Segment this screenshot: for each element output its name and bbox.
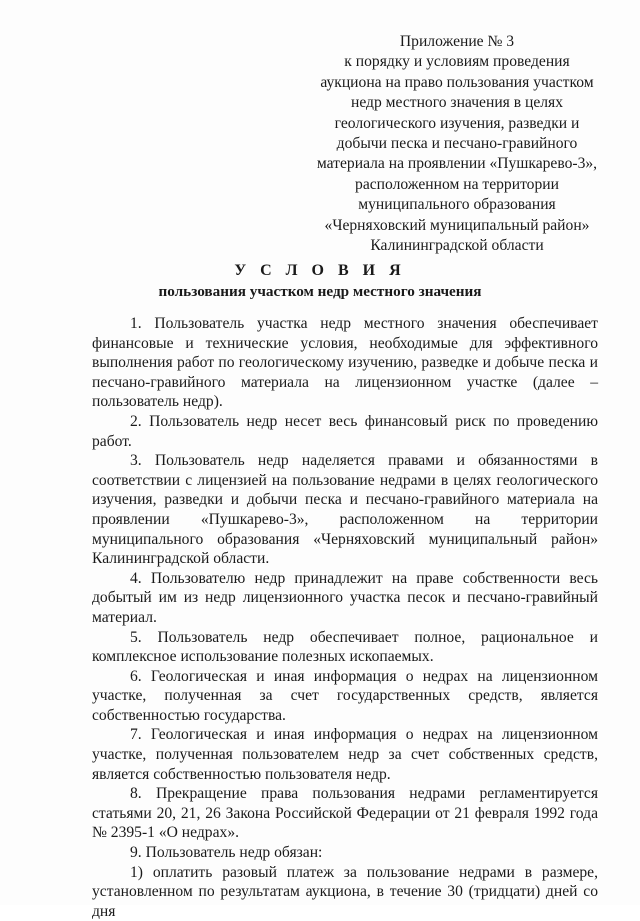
- appendix-line: добычи песка и песчано-гравийного: [336, 135, 578, 153]
- document-subtitle: пользования участком недр местного значения: [158, 283, 482, 300]
- appendix-line: расположенном на территории: [355, 175, 559, 193]
- paragraph: 5. Пользователь недр обеспечивает полное, рациональное и комплексное использование полезных ископаемых.: [92, 628, 598, 666]
- appendix-line: материала на проявлении «Пушкарево-3»,: [316, 155, 598, 173]
- document-title: У С Л О В И Я: [234, 262, 406, 279]
- paragraph: 1. Пользователь участка недр местного значения обеспечивает финансовые и технические условия, необходимые для эффективного выполнения работ по геологическому изучению, разведке и добыче песка и песчано-гравийного материала на лицензионном участке (далее – пользователь недр).: [92, 315, 598, 411]
- paragraph: 9. Пользователь недр обязан:: [130, 844, 323, 862]
- document-body: [92, 314, 598, 921]
- appendix-line: к порядку и условиям проведения: [344, 53, 570, 71]
- paragraph: 3. Пользователь недр наделяется правами и обязанностями в соответствии с лицензией на пользование недрами в целях геологического изучения, разведки и добычи песка и песчано-гравийного материала на проявлении «Пушкарево-3», расположенном на территории муниципального образования «Черняховский муниципальный район» Калининградской области.: [92, 452, 598, 568]
- paragraph: 8. Прекращение права пользования недрами регламентируется статьями 20, 21, 26 Закона Российской Федерации от 21 февраля 1992 года № 2395-1 «О недрах».: [92, 785, 598, 842]
- appendix-line: «Черняховский муниципальный район»: [324, 216, 590, 234]
- paragraph: 4. Пользователю недр принадлежит на праве собственности весь добытый им из недр лицензионного участка песок и песчано-гравийный материал.: [92, 569, 598, 626]
- paragraph: 1) оплатить разовый платеж за пользование недрами в размере, установленном по результатам аукциона, в течение 30 (тридцати) дней со дня: [92, 863, 598, 920]
- appendix-line: Калининградской области: [370, 237, 544, 255]
- appendix-line: муниципального образования: [358, 196, 556, 214]
- paragraph: 2. Пользователь недр несет весь финансовый риск по проведению работ.: [92, 412, 598, 450]
- appendix-line: аукциона на право пользования участком: [320, 73, 594, 91]
- appendix-line: Приложение № 3: [399, 33, 515, 50]
- appendix-line: геологического изучения, разведки и: [334, 114, 580, 132]
- appendix-header: [292, 32, 622, 256]
- appendix-line: недр местного значения в целях: [350, 94, 564, 112]
- paragraph: 6. Геологическая и иная информация о недрах на лицензионном участке, полученная за счет государственных средств, является собственностью государства.: [92, 667, 598, 724]
- paragraph: 7. Геологическая и иная информация о недрах на лицензионном участке, полученная пользователем недр за счет собственных средств, является собственностью пользователя недр.: [92, 726, 598, 783]
